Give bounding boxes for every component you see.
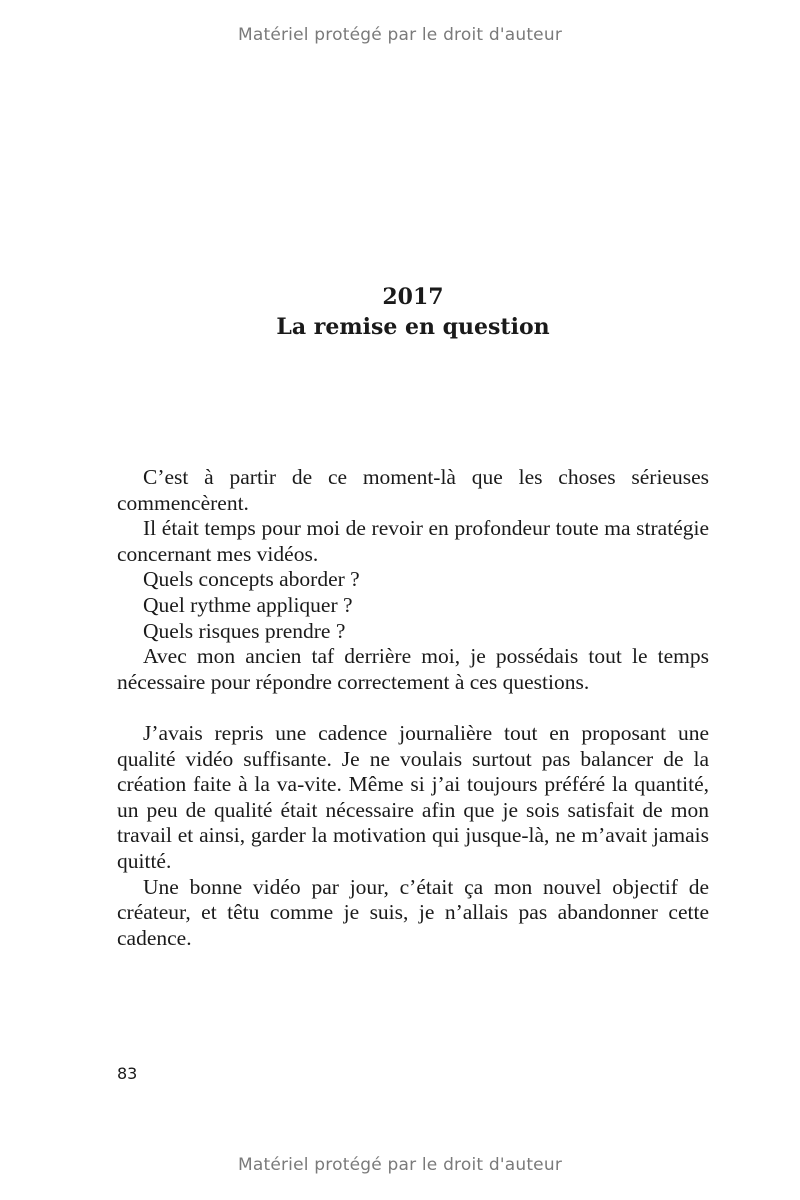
chapter-title: La remise en question (276, 314, 550, 340)
paragraph: J’avais repris une cadence journalière tout en proposant une qualité vidéo suffisante. Je ne voulais surtout pas balancer de la création faite à la va-vite. Même si j’ai toujours préféré la quantité, un peu de qualité était nécessaire afin que je sois satisfait de mon travail et ainsi, garder la motivation qui jusque-là, ne m’avait jamais quitté. (117, 720, 709, 873)
copyright-watermark-bottom: Matériel protégé par le droit d'auteur (237, 1155, 563, 1175)
paragraph: Quels risques prendre ? (143, 618, 346, 643)
paragraph: Une bonne vidéo par jour, c’était ça mon nouvel objectif de créateur, et têtu comme je suis, je n’allais pas abandonner cette cadence. (117, 874, 709, 950)
paragraph: Quel rythme appliquer ? (143, 592, 353, 617)
chapter-year: 2017 (382, 284, 444, 310)
paragraph: Quels concepts aborder ? (143, 567, 360, 592)
body-text (117, 465, 709, 951)
paragraph: Il était temps pour moi de revoir en profondeur toute ma stratégie concernant mes vidéos. (117, 516, 709, 566)
chapter-heading (0, 282, 800, 342)
paragraph: C’est à partir de ce moment-là que les choses sérieuses commencèrent. (117, 465, 709, 515)
paragraph: Avec mon ancien taf derrière moi, je possédais tout le temps nécessaire pour répondre correctement à ces questions. (117, 644, 709, 694)
page-number: 83 (117, 1064, 138, 1083)
copyright-watermark-top: Matériel protégé par le droit d'auteur (237, 25, 563, 45)
